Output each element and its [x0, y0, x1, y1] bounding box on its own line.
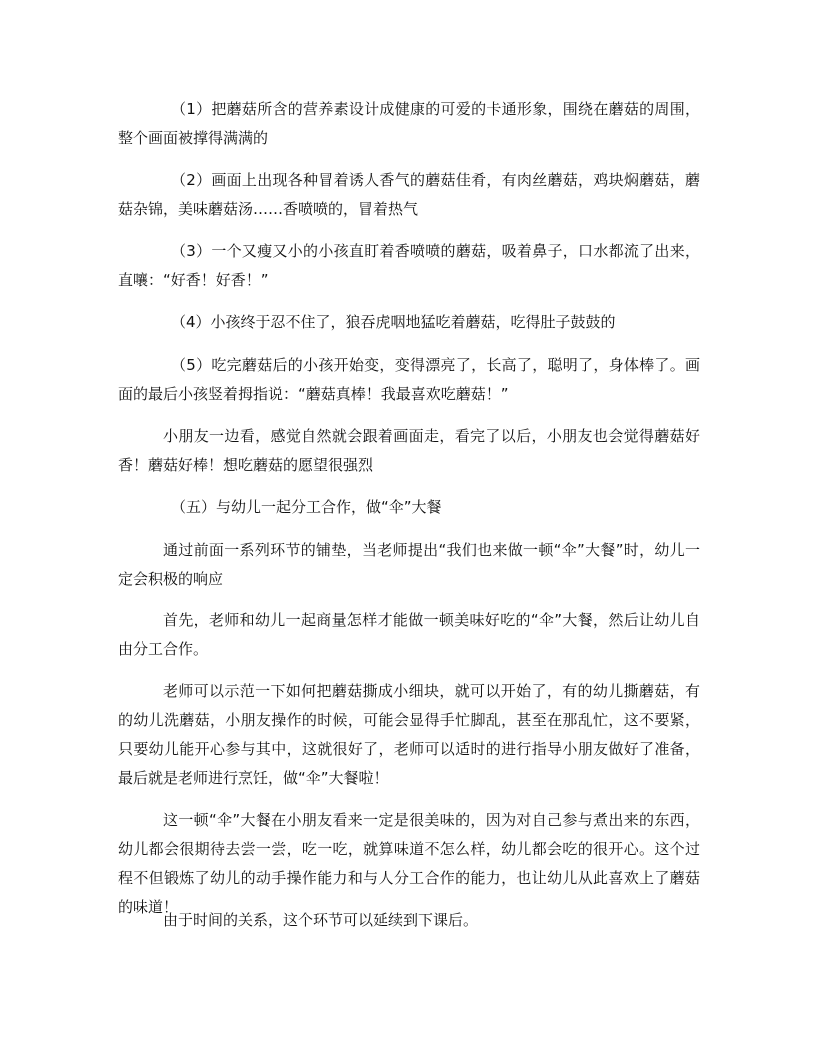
paragraph-item-3: （3）一个又瘦又小的小孩直盯着香喷喷的蘑菇，吸着鼻子，口水都流了出来，直嚷：“好香！好香！” [118, 242, 700, 289]
paragraph-meal: 这一顿“伞”大餐在小朋友看来一定是很美味的，因为对自己参与煮出来的东西，幼儿都会很期待去尝一尝，吃一吃，就算味道不怎么样，幼儿都会吃的很开心。这个过程不但锻炼了幼儿的动手操作能力和与人分工合作的能力，也让幼儿从此喜欢上了蘑菇的味道！ [118, 811, 700, 916]
paragraph-item-1: （1）把蘑菇所含的营养素设计成健康的可爱的卡通形象，围绕在蘑菇的周围，整个画面被撑得满满的 [118, 100, 700, 147]
paragraph-observation: 小朋友一边看，感觉自然就会跟着画面走，看完了以后，小朋友也会觉得蘑菇好香！蘑菇好棒！想吃蘑菇的愿望很强烈 [118, 427, 700, 474]
paragraph-intro: 通过前面一系列环节的铺垫，当老师提出“我们也来做一顿“伞”大餐”时，幼儿一定会积极的响应 [118, 541, 700, 588]
paragraph-item-5: （5）吃完蘑菇后的小孩开始变，变得漂亮了，长高了，聪明了，身体棒了。画面的最后小孩竖着拇指说：“蘑菇真棒！我最喜欢吃蘑菇！” [118, 356, 700, 403]
paragraph-first: 首先，老师和幼儿一起商量怎样才能做一顿美味好吃的“伞”大餐，然后让幼儿自由分工合作。 [118, 611, 700, 658]
paragraph-demo: 老师可以示范一下如何把蘑菇撕成小细块，就可以开始了，有的幼儿撕蘑菇，有的幼儿洗蘑菇，小朋友操作的时候，可能会显得手忙脚乱，甚至在那乱忙，这不要紧，只要幼儿能开心参与其中，这就很好了，老师可以适时的进行指导小朋友做好了准备，最后就是老师进行烹饪，做“伞”大餐啦！ [118, 682, 700, 787]
section-heading: （五）与幼儿一起分工合作，做“伞”大餐 [171, 498, 442, 516]
paragraph-item-2: （2）画面上出现各种冒着诱人香气的蘑菇佳肴，有肉丝蘑菇，鸡块焖蘑菇，蘑菇杂锦，美味蘑菇汤……香喷喷的，冒着热气 [118, 171, 700, 218]
paragraph-closing: 由于时间的关系，这个环节可以延续到下课后。 [163, 911, 479, 929]
paragraph-item-4: （4）小孩终于忍不住了，狼吞虎咽地猛吃着蘑菇，吃得肚子鼓鼓的 [171, 313, 616, 331]
